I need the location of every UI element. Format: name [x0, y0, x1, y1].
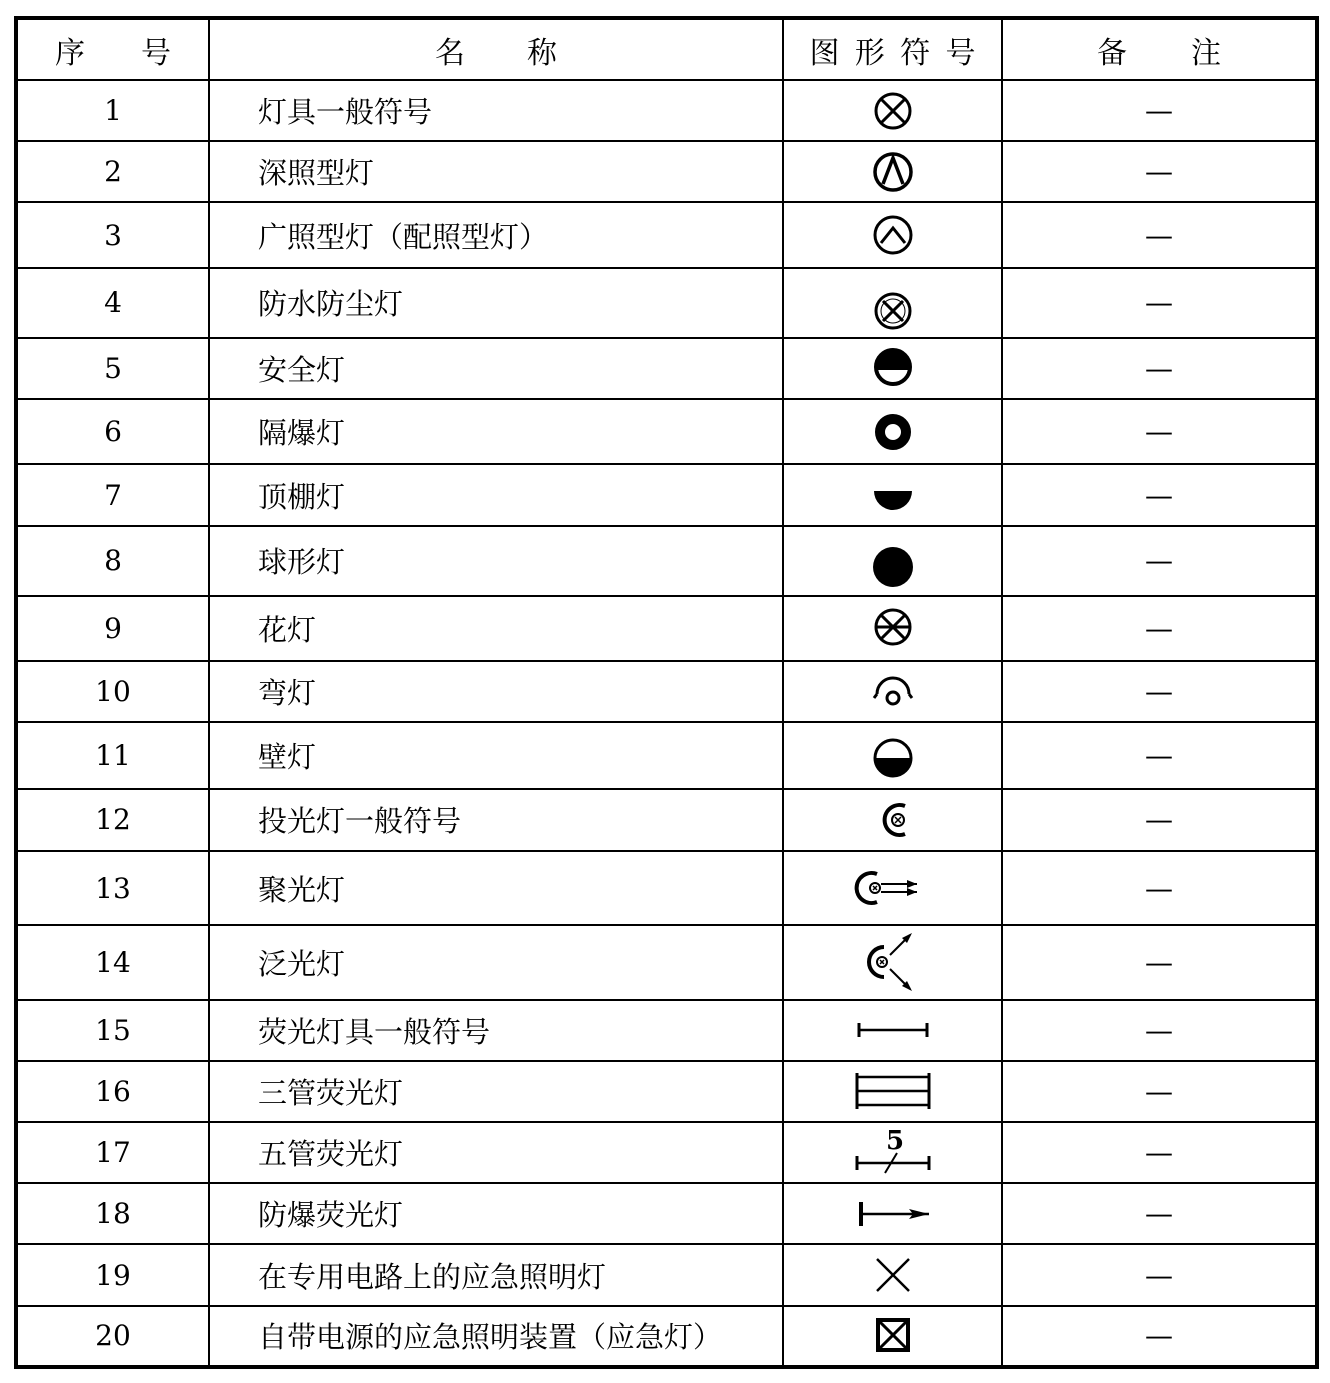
row-symbol: [783, 661, 1002, 722]
row-name: 花灯: [209, 596, 783, 661]
row-index: 13: [16, 851, 209, 925]
bent-lamp-icon: [863, 668, 923, 716]
row-note: —: [1002, 1306, 1317, 1367]
row-note: —: [1002, 1000, 1317, 1061]
header-index: 序 号: [16, 18, 209, 80]
row-name: 安全灯: [209, 338, 783, 399]
table-row: [16, 464, 1317, 525]
row-symbol: [783, 399, 1002, 464]
row-note: —: [1002, 789, 1317, 851]
table-row: [16, 789, 1317, 851]
row-index: 9: [16, 596, 209, 661]
globe-lamp-icon: [863, 531, 923, 591]
row-index: 4: [16, 268, 209, 338]
row-name: 壁灯: [209, 722, 783, 788]
row-name: 泛光灯: [209, 925, 783, 999]
row-note: —: [1002, 722, 1317, 788]
row-symbol: [783, 1244, 1002, 1305]
header-symbol: 图 形 符 号: [783, 18, 1002, 80]
row-symbol: [783, 464, 1002, 525]
row-note: —: [1002, 1183, 1317, 1244]
row-index: 1: [16, 80, 209, 141]
deep-beam-lamp-icon: [863, 148, 923, 196]
row-note: —: [1002, 596, 1317, 661]
table-row: [16, 1122, 1317, 1183]
row-name: 自带电源的应急照明装置（应急灯）: [209, 1306, 783, 1367]
row-index: 10: [16, 661, 209, 722]
row-index: 17: [16, 1122, 209, 1183]
row-note: —: [1002, 851, 1317, 925]
floodlight-icon: [863, 796, 923, 844]
ceiling-lamp-icon: [863, 471, 923, 519]
table-row: [16, 1244, 1317, 1305]
table-row: [16, 1061, 1317, 1122]
row-note: —: [1002, 141, 1317, 202]
row-index: 16: [16, 1061, 209, 1122]
row-name: 防水防尘灯: [209, 268, 783, 338]
row-note: —: [1002, 1122, 1317, 1183]
row-index: 8: [16, 526, 209, 596]
row-index: 18: [16, 1183, 209, 1244]
row-name: 荧光灯具一般符号: [209, 1000, 783, 1061]
table-row: [16, 268, 1317, 338]
row-index: 3: [16, 202, 209, 267]
row-name: 投光灯一般符号: [209, 789, 783, 851]
row-note: —: [1002, 80, 1317, 141]
row-index: 12: [16, 789, 209, 851]
tube-count-label: 5: [885, 1126, 904, 1156]
three-tube-fluorescent-icon: [853, 1067, 933, 1115]
wall-lamp-icon: [863, 732, 923, 780]
row-symbol: [783, 789, 1002, 851]
row-symbol: [783, 722, 1002, 788]
lamp-symbol-table: [14, 16, 1319, 1369]
row-note: —: [1002, 1244, 1317, 1305]
table-row: [16, 80, 1317, 141]
table-row: [16, 1306, 1317, 1367]
row-symbol: [783, 925, 1002, 999]
row-name: 顶棚灯: [209, 464, 783, 525]
row-index: 6: [16, 399, 209, 464]
row-symbol: [783, 202, 1002, 267]
row-index: 20: [16, 1306, 209, 1367]
explosion-proof-fluorescent-icon: [853, 1190, 933, 1238]
table-row: [16, 661, 1317, 722]
row-name: 球形灯: [209, 526, 783, 596]
row-symbol: [783, 1000, 1002, 1061]
table-row: [16, 1183, 1317, 1244]
fluorescent-lamp-icon: [853, 1006, 933, 1054]
table-row: [16, 851, 1317, 925]
row-name: 隔爆灯: [209, 399, 783, 464]
waterproof-lamp-icon: [863, 273, 923, 333]
table-row: [16, 1000, 1317, 1061]
row-index: 14: [16, 925, 209, 999]
row-index: 15: [16, 1000, 209, 1061]
table-row: [16, 722, 1317, 788]
row-note: —: [1002, 661, 1317, 722]
table-row: [16, 399, 1317, 464]
row-symbol: [783, 1122, 1002, 1183]
row-name: 深照型灯: [209, 141, 783, 202]
circle-x-lamp-icon: [863, 87, 923, 135]
emergency-light-icon: [863, 1251, 923, 1299]
header-note: 备 注: [1002, 18, 1317, 80]
row-index: 2: [16, 141, 209, 202]
self-powered-emergency-light-icon: [863, 1312, 923, 1360]
row-name: 在专用电路上的应急照明灯: [209, 1244, 783, 1305]
row-symbol: [783, 141, 1002, 202]
row-note: —: [1002, 338, 1317, 399]
row-index: 11: [16, 722, 209, 788]
row-note: —: [1002, 268, 1317, 338]
row-name: 防爆荧光灯: [209, 1183, 783, 1244]
row-name: 三管荧光灯: [209, 1061, 783, 1122]
chandelier-icon: [863, 605, 923, 653]
row-index: 5: [16, 338, 209, 399]
row-name: 广照型灯（配照型灯）: [209, 202, 783, 267]
row-name: 聚光灯: [209, 851, 783, 925]
table-row: [16, 141, 1317, 202]
spotlight-icon: [853, 864, 933, 912]
row-symbol: [783, 596, 1002, 661]
row-note: —: [1002, 925, 1317, 999]
safety-lamp-icon: [863, 345, 923, 393]
row-symbol: [783, 851, 1002, 925]
row-index: 7: [16, 464, 209, 525]
row-name: 五管荧光灯: [209, 1122, 783, 1183]
table-row: [16, 202, 1317, 267]
row-note: —: [1002, 464, 1317, 525]
row-symbol: [783, 526, 1002, 596]
row-symbol: [783, 268, 1002, 338]
header-name: 名 称: [209, 18, 783, 80]
row-symbol: [783, 1306, 1002, 1367]
table-row: [16, 526, 1317, 596]
row-note: —: [1002, 1061, 1317, 1122]
wide-beam-lamp-icon: [863, 211, 923, 259]
row-name: 弯灯: [209, 661, 783, 722]
row-symbol: [783, 1183, 1002, 1244]
five-tube-fluorescent-icon: [853, 1127, 933, 1179]
explosion-proof-lamp-icon: [863, 408, 923, 456]
row-name: 灯具一般符号: [209, 80, 783, 141]
table-row: [16, 596, 1317, 661]
row-symbol: [783, 1061, 1002, 1122]
header-row: [16, 18, 1317, 80]
row-note: —: [1002, 399, 1317, 464]
table-row: [16, 925, 1317, 999]
row-symbol: [783, 338, 1002, 399]
table-row: [16, 338, 1317, 399]
row-index: 19: [16, 1244, 209, 1305]
row-note: —: [1002, 526, 1317, 596]
floodlight-wide-icon: [858, 929, 928, 995]
row-note: —: [1002, 202, 1317, 267]
row-symbol: [783, 80, 1002, 141]
